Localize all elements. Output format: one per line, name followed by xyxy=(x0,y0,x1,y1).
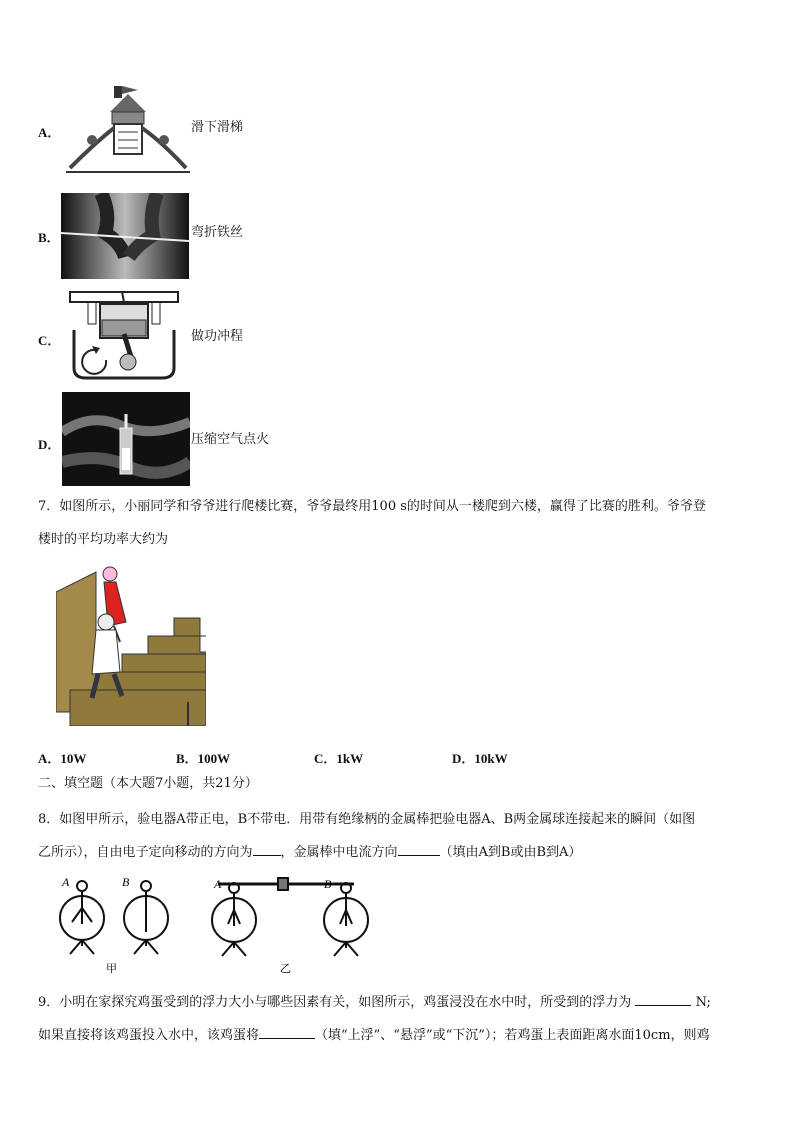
question-7-line-2: 楼时的平均功率大约为 xyxy=(38,532,169,547)
option-d-letter: D． xyxy=(38,437,61,452)
section-2-heading: 二、填空题（本大题7小题，共21分） xyxy=(38,776,258,791)
question-8-line-2: 乙所示），自由电子定向移动的方向为 ，金属棒中电流方向 （填由A到B或由B到A） xyxy=(38,845,582,860)
question-9-line-2: 如果直接将该鸡蛋投入水中，该鸡蛋将 （填“上浮”、“悬浮”或“下沉”）；若鸡蛋上表面距离水面10cm，则鸡 xyxy=(38,1028,710,1043)
stair-climbing-image xyxy=(56,562,206,726)
label-a-jia: A xyxy=(62,875,70,889)
electroscope-diagram xyxy=(56,872,376,976)
option-d-text: 压缩空气点火 xyxy=(191,432,270,447)
q8-blank-1[interactable] xyxy=(253,843,281,856)
label-b-jia: B xyxy=(122,875,130,889)
q9-blank-2[interactable] xyxy=(259,1026,315,1039)
slide-image xyxy=(66,82,190,174)
label-a-yi: A xyxy=(214,877,222,891)
q9-blank-1[interactable] xyxy=(635,993,691,1006)
question-7-line-1: 7．如图所示，小丽同学和爷爷进行爬楼比赛，爷爷最终用100 s的时间从一楼爬到六楼，赢得了比赛的胜利。爷爷登 xyxy=(38,499,706,514)
option-b-text: 弯折铁丝 xyxy=(191,225,244,240)
q8-blank-2[interactable] xyxy=(398,843,440,856)
label-yi: 乙 xyxy=(280,962,291,975)
label-jia: 甲 xyxy=(106,962,117,975)
question-8-line-1: 8．如图甲所示，验电器A带正电，B不带电．用带有绝缘柄的金属棒把验电器A、B两金属球连接起来的瞬间（如图 xyxy=(38,812,696,827)
question-9-line-1: 9．小明在家探究鸡蛋受到的浮力大小与哪些因素有关，如图所示，鸡蛋浸没在水中时，所受到的浮力为 N; xyxy=(38,995,711,1010)
bending-wire-image xyxy=(61,193,189,279)
label-b-yi: B xyxy=(324,877,332,891)
q7-option-d: D．10kW xyxy=(452,751,508,766)
q7-option-c: C．1kW xyxy=(314,751,364,766)
option-c-text: 做功冲程 xyxy=(191,329,244,344)
option-a-text: 滑下滑梯 xyxy=(191,120,244,135)
option-b-letter: B． xyxy=(38,230,60,245)
option-a-letter: A． xyxy=(38,125,61,140)
q7-option-a: A．10W xyxy=(38,751,87,766)
air-compression-ignition-image xyxy=(62,392,190,486)
engine-stroke-image xyxy=(66,290,182,382)
q7-option-b: B．100W xyxy=(176,751,231,766)
option-c-letter: C． xyxy=(38,333,61,348)
